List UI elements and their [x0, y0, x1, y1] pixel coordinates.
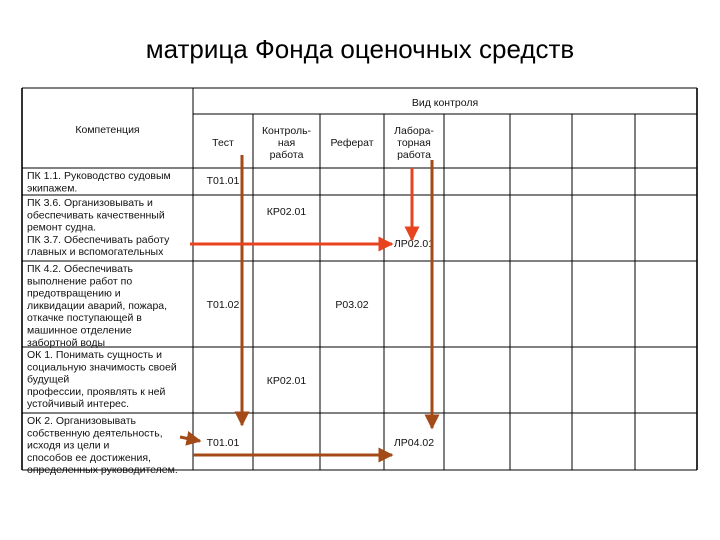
- competency-text-line: ПК 4.2. Обеспечивать: [27, 263, 134, 275]
- competency-text-line: главных и вспомогательных: [27, 246, 164, 259]
- control-code: КР02.01: [266, 206, 307, 218]
- slide-title: матрица Фонда оценочных средств: [145, 34, 575, 64]
- competency-text-line: ПК 3.6. Организовывать и: [27, 197, 153, 209]
- competency-text-line: откачке поступающей в: [27, 312, 142, 325]
- competency-text-line: машинное отделение: [27, 324, 132, 337]
- column-header-line: Тест: [212, 137, 234, 149]
- competency-text-line: определенных руководителем.: [27, 464, 178, 477]
- competency-text-line: выполнение работ по: [27, 275, 133, 288]
- competency-text-line: собственную деятельность,: [27, 427, 163, 440]
- competency-text-line: экипажем.: [27, 182, 78, 195]
- table-headers: [75, 97, 478, 161]
- competency-header: Компетенция: [75, 124, 140, 136]
- competency-text-line: ОК 2. Организовывать: [27, 415, 136, 427]
- arrow-ok2-to-t0101: [180, 437, 200, 441]
- competency-text-line: ОК 1. Понимать сущность и: [27, 349, 163, 361]
- column-header-line: Лабора-: [394, 125, 434, 137]
- column-header-line: работа: [397, 149, 431, 161]
- control-code: Т01.02: [206, 299, 240, 311]
- competency-text-line: забортной воды: [27, 336, 106, 349]
- control-code: КР02.01: [266, 375, 307, 387]
- competency-text-line: предотвращению и: [27, 287, 121, 300]
- competency-text-line: исходя из цели и: [27, 439, 110, 452]
- competency-text-line: ПК 1.1. Руководство судовым: [27, 170, 171, 182]
- competency-column: [27, 170, 178, 476]
- control-code: ЛР02.01: [393, 238, 435, 250]
- column-header-line: ная: [277, 137, 296, 149]
- control-code: Р03.02: [335, 299, 369, 311]
- control-code: Т01.01: [206, 437, 240, 449]
- column-header-line: Контроль-: [261, 125, 312, 137]
- column-header-line: Реферат: [330, 137, 374, 149]
- column-header-line: работа: [269, 149, 304, 161]
- control-code: ЛР04.02: [393, 437, 435, 449]
- control-type-header: Вид контроля: [411, 97, 479, 109]
- competency-text-line: ремонт судна.: [27, 221, 97, 234]
- competency-text-line: социальную значимость своей: [27, 361, 177, 374]
- control-code: Т01.01: [206, 175, 240, 187]
- competency-text-line: устойчивый интерес.: [27, 398, 130, 411]
- competency-text-line: ПК 3.7. Обеспечивать работу: [27, 233, 170, 246]
- competency-text-line: ликвидации аварий, пожара,: [27, 299, 168, 312]
- competency-text-line: способов ее достижения,: [27, 451, 151, 464]
- competency-text-line: профессии, проявлять к ней: [27, 385, 166, 398]
- competency-text-line: обеспечивать качественный: [27, 209, 165, 222]
- competency-text-line: будущей: [27, 373, 70, 386]
- column-header-line: торная: [397, 137, 431, 149]
